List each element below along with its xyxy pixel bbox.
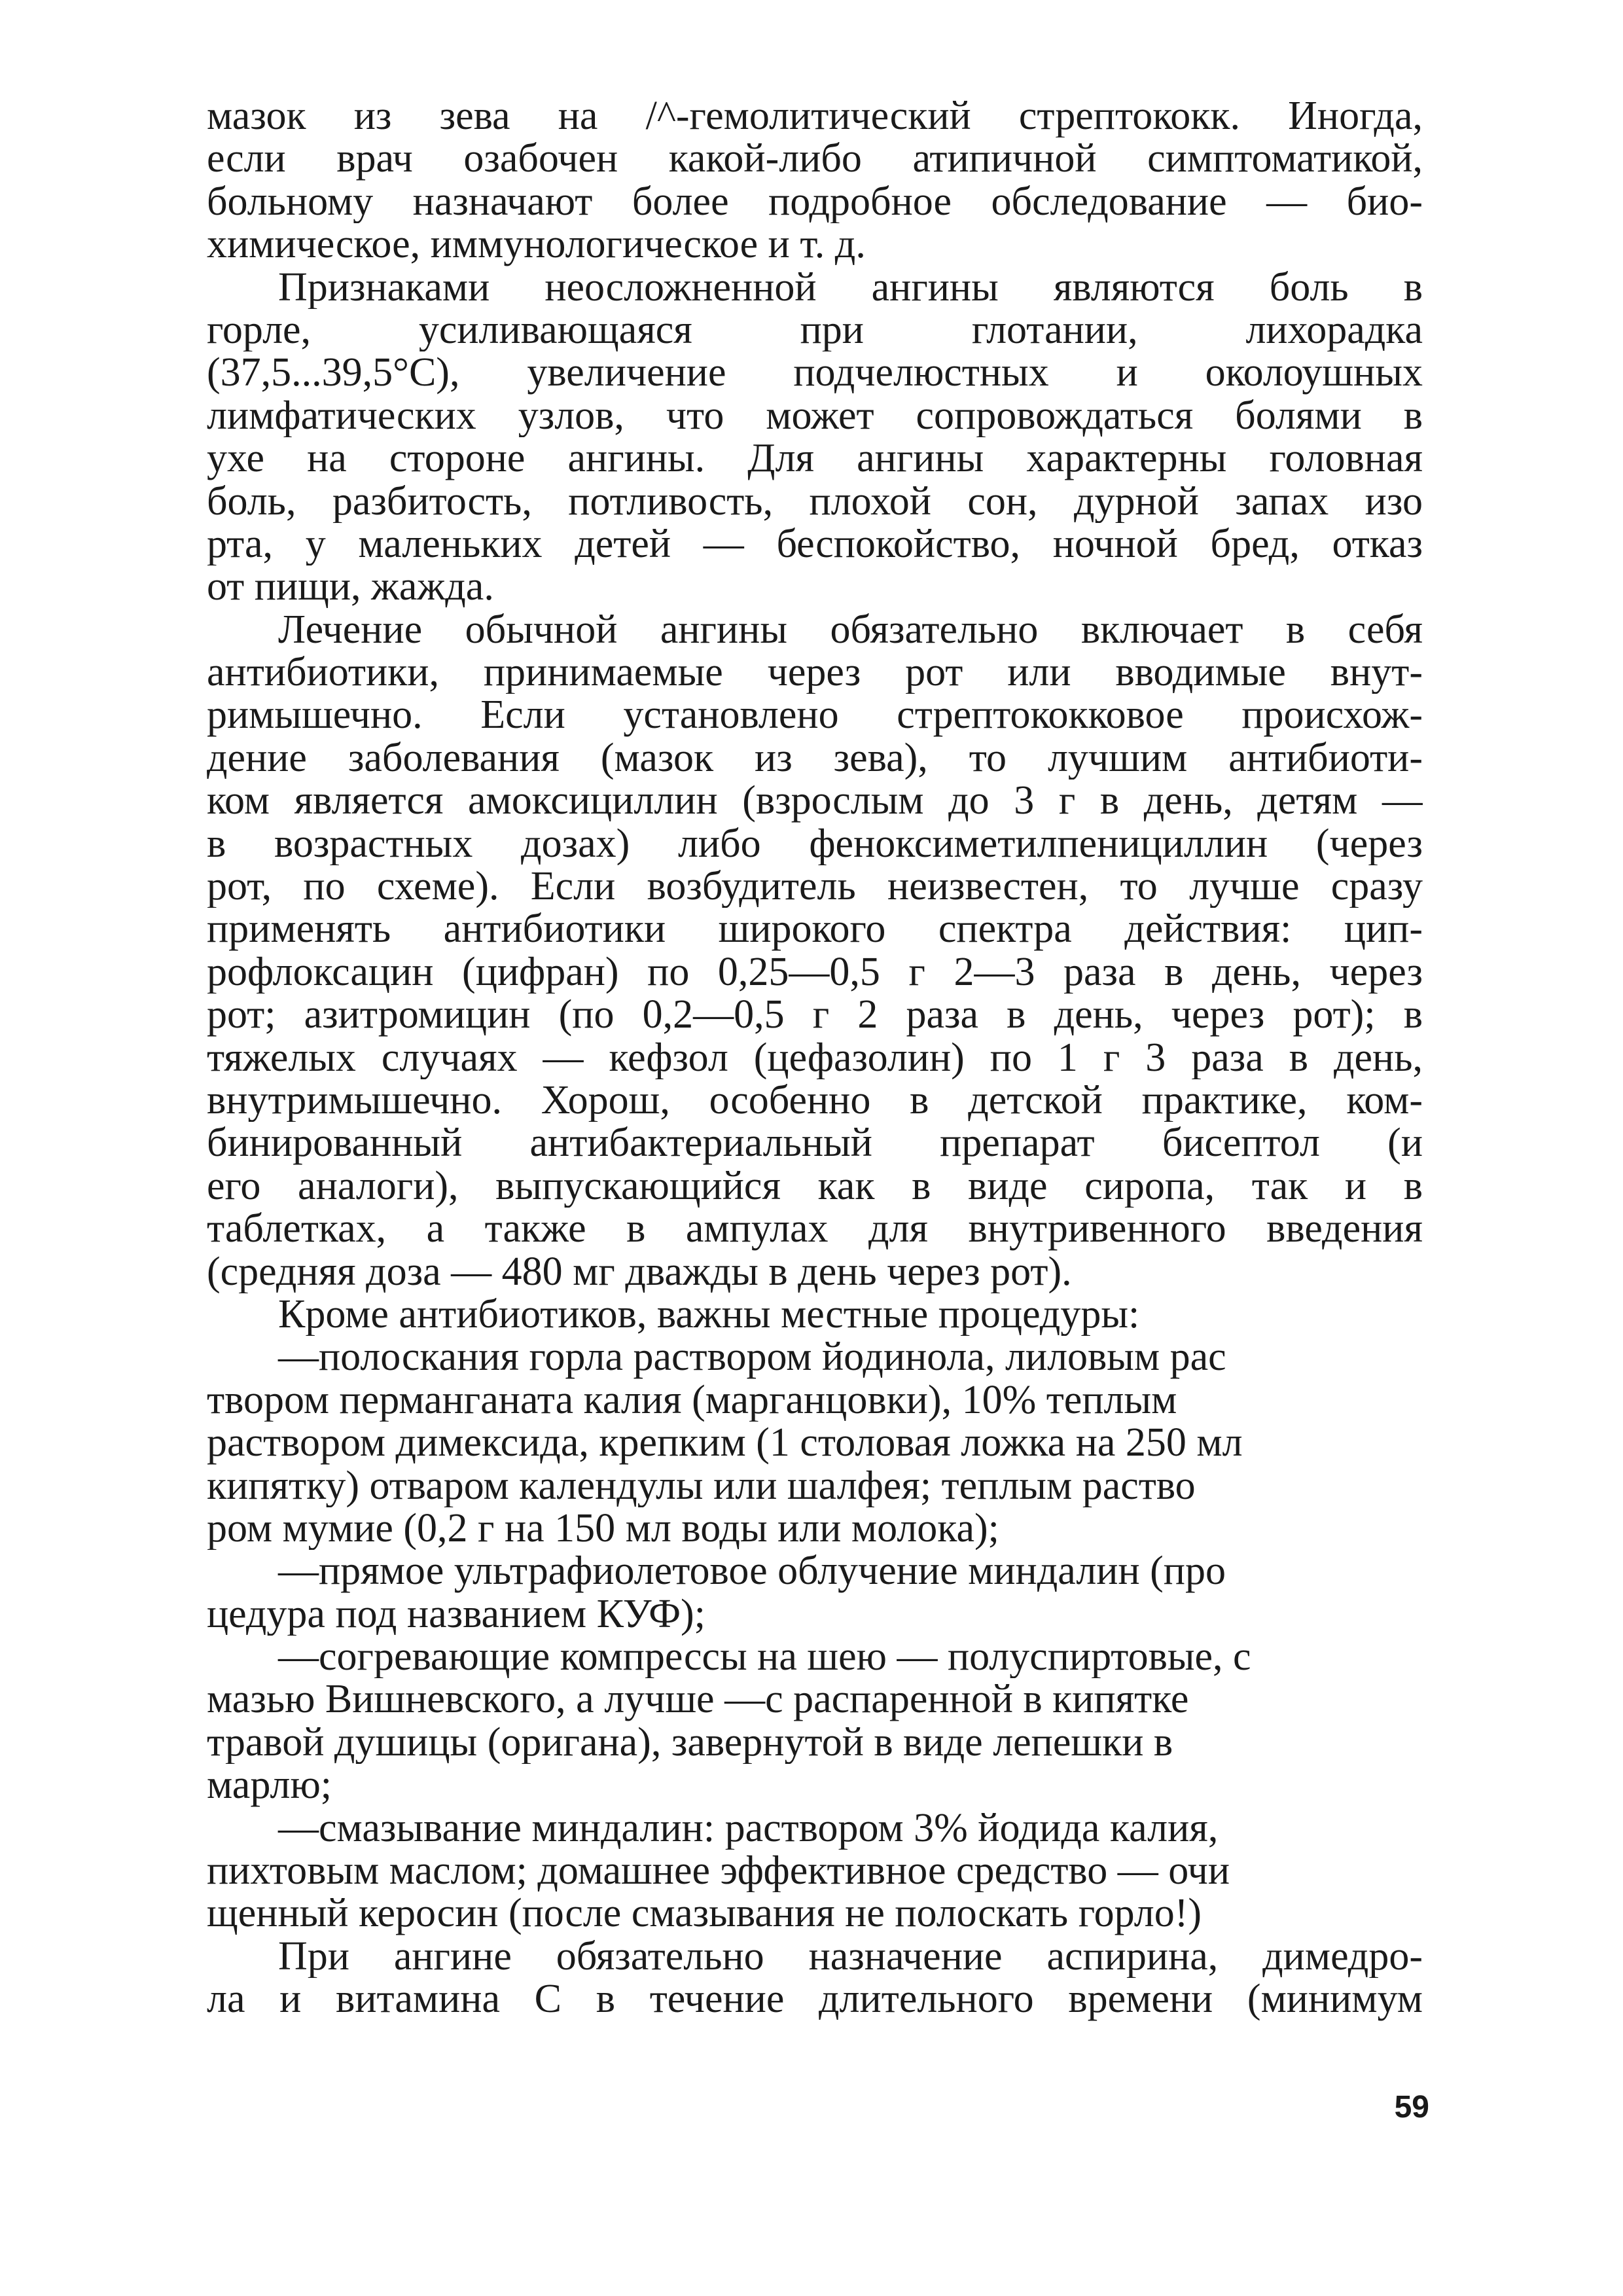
- text-line: ла и витамина С в течение длительного времени (минимум: [207, 1978, 1423, 2021]
- text-line: Лечение обычной ангины обязательно включает в себя: [278, 608, 1423, 652]
- text-line: рот; азитромицин (по 0,2—0,5 г 2 раза в день, через рот); в: [207, 994, 1423, 1037]
- text-line: —полоскания горла раствором йодинола, лиловым рас: [278, 1336, 1226, 1379]
- text-line: раствором димексида, крепким (1 столовая ложка на 250 мл: [207, 1422, 1243, 1465]
- text-line: в возрастных дозах) либо феноксиметилпенициллин (через: [207, 822, 1423, 866]
- text-line: если врач озабочен какой-либо атипичной симптоматикой,: [207, 137, 1423, 181]
- text-line: твором перманганата калия (марганцовки), 10% теплым: [207, 1378, 1177, 1422]
- text-line: от пищи, жажда.: [207, 565, 494, 609]
- text-line: марлю;: [207, 1764, 332, 1807]
- text-line: мазок из зева на /^-гемолитический стрептококк. Иногда,: [207, 95, 1423, 138]
- text-line: щенный керосин (после смазывания не полоскать горло!): [207, 1892, 1202, 1935]
- text-line: При ангине обязательно назначение аспирина, димедро-: [278, 1935, 1423, 1979]
- text-line: травой душицы (оригана), завернутой в виде лепешки в: [207, 1721, 1173, 1765]
- text-line: —прямое ультрафиолетовое облучение миндалин (про: [278, 1550, 1226, 1593]
- text-line: Признаками неосложненной ангины являются боль в: [278, 266, 1423, 309]
- text-line: ухе на стороне ангины. Для ангины характерны головная: [207, 437, 1423, 480]
- text-line: внутримышечно. Хорош, особенно в детской практике, ком-: [207, 1079, 1423, 1122]
- text-line: (средняя доза — 480 мг дважды в день через рот).: [207, 1250, 1072, 1293]
- text-line: химическое, иммунологическое и т. д.: [207, 223, 866, 266]
- text-line: римышечно. Если установлено стрептококковое происхож-: [207, 694, 1423, 737]
- text-line: пихтовым маслом; домашнее эффективное средство — очи: [207, 1850, 1230, 1893]
- text-line: бинированный антибактериальный препарат бисептол (и: [207, 1122, 1423, 1165]
- text-line: (37,5...39,5°С), увеличение подчелюстных и околоушных: [207, 351, 1423, 395]
- text-line: рот, по схеме). Если возбудитель неизвестен, то лучше сразу: [207, 865, 1423, 908]
- page-body: [207, 95, 1423, 2021]
- text-line: мазью Вишневского, а лучше —с распаренной в кипятке: [207, 1678, 1189, 1721]
- text-line: больному назначают более подробное обследование — био-: [207, 180, 1423, 224]
- text-line: рофлоксацин (цифран) по 0,25—0,5 г 2—3 раза в день, через: [207, 950, 1423, 994]
- text-line: лимфатических узлов, что может сопровождаться болями в: [207, 394, 1423, 438]
- text-line: —смазывание миндалин: раствором 3% йодида калия,: [278, 1806, 1219, 1850]
- text-line: ком является амоксициллин (взрослым до 3 г в день, детям —: [207, 780, 1423, 823]
- text-line: Кроме антибиотиков, важны местные процедуры:: [278, 1293, 1140, 1336]
- text-line: —согревающие компрессы на шею — полуспиртовые, с: [278, 1636, 1251, 1679]
- text-line: дение заболевания (мазок из зева), то лучшим антибиоти-: [207, 736, 1423, 780]
- text-line: его аналоги), выпускающийся как в виде сиропа, так и в: [207, 1164, 1423, 1208]
- text-line: ром мумие (0,2 г на 150 мл воды или молока);: [207, 1507, 999, 1551]
- text-line: антибиотики, принимаемые через рот или вводимые внут-: [207, 651, 1423, 694]
- text-line: применять антибиотики широкого спектра действия: цип-: [207, 908, 1423, 951]
- text-line: горле, усиливающаяся при глотании, лихорадка: [207, 308, 1423, 352]
- text-line: боль, разбитость, потливость, плохой сон, дурной запах изо: [207, 480, 1423, 523]
- page-number: 59: [1394, 2090, 1429, 2125]
- text-line: рта, у маленьких детей — беспокойство, ночной бред, отказ: [207, 522, 1423, 566]
- text-line: таблетках, а также в ампулах для внутривенного введения: [207, 1208, 1423, 1251]
- text-line: тяжелых случаях — кефзол (цефазолин) по 1 г 3 раза в день,: [207, 1036, 1423, 1079]
- text-line: цедура под названием КУФ);: [207, 1592, 705, 1636]
- text-line: кипятку) отваром календулы или шалфея; теплым раство: [207, 1464, 1196, 1507]
